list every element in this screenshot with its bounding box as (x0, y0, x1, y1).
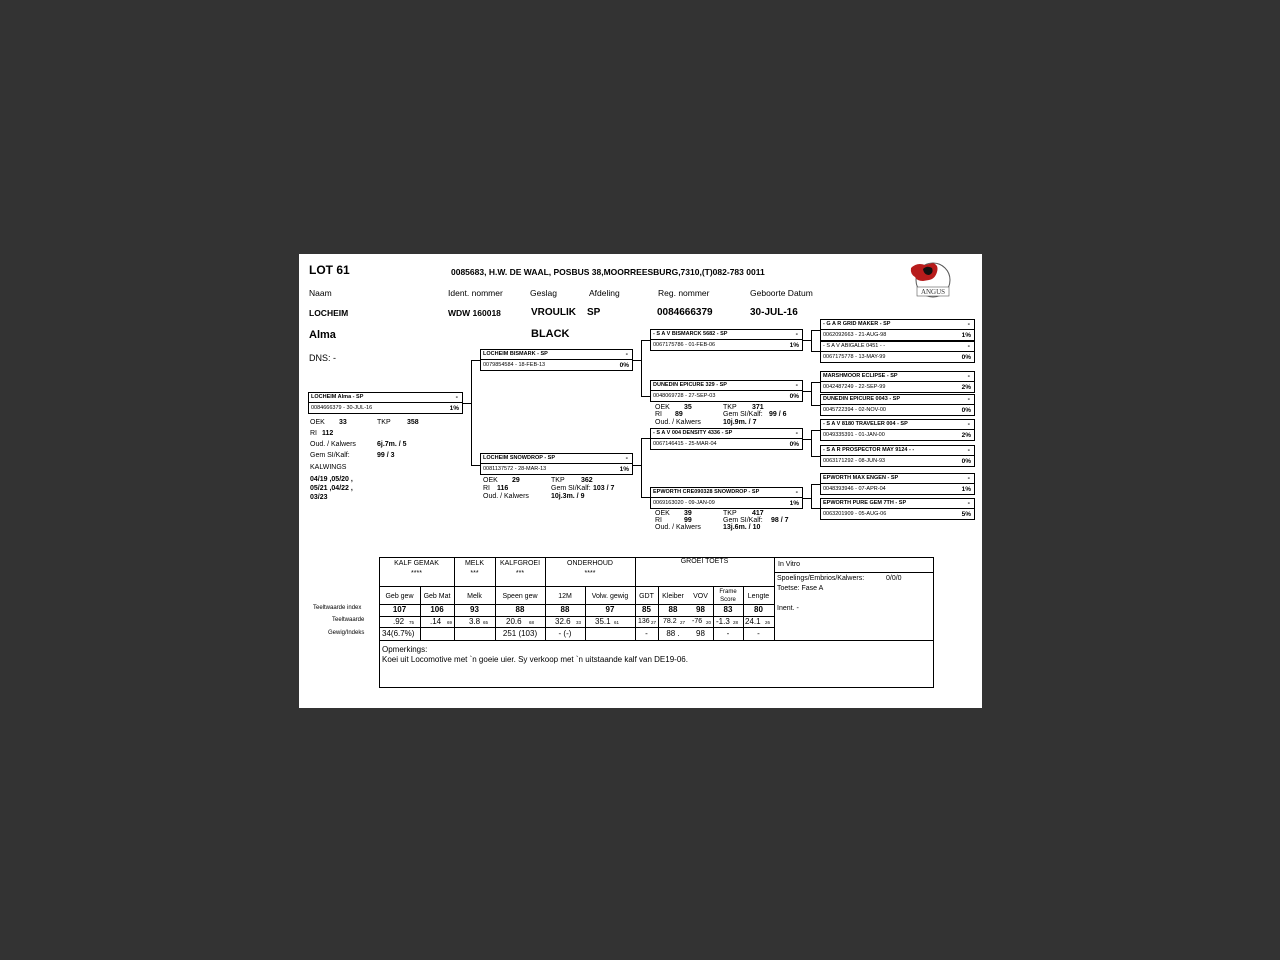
gewig-cell: - (726, 629, 730, 638)
toetse-value: Toetse: Fase A (777, 585, 824, 592)
connector (803, 498, 811, 499)
acc-cell: 69 (447, 620, 453, 625)
g3-pct: 0% (961, 354, 971, 361)
g2-dash: - (795, 489, 798, 496)
acc-cell: 27 (680, 620, 686, 625)
connector (641, 438, 650, 439)
sire-name: LOCHEIM BISMARK - SP (483, 351, 548, 357)
connector (811, 405, 820, 406)
dam-tkp: 362 (581, 477, 593, 484)
remarks-box (379, 641, 934, 688)
g3-pct: 2% (961, 384, 971, 391)
dam-oek-label: OEK (483, 477, 498, 484)
g2-reg: 0067175786 - 01-FEB-06 (653, 342, 716, 348)
g3-dash: - (967, 421, 970, 428)
g2-name: EPWORTH CRE090328 SNOWDROP - SP (653, 489, 760, 495)
connector (471, 465, 480, 466)
index-cell: 88 (515, 605, 525, 614)
g2-pct: 0% (789, 441, 799, 448)
index-cell: 83 (723, 605, 733, 614)
g3-box-7 (820, 473, 975, 495)
dam-box (480, 453, 633, 475)
g3-name: DUNEDIN EPICURE 0043 - SP (823, 396, 901, 402)
col-header: Speen gew (502, 593, 538, 600)
group-title: ONDERHOUD (567, 560, 613, 567)
col-header: Geb Mat (423, 593, 451, 600)
ebv-cell: 3.8 (469, 617, 481, 626)
g2-pct: 1% (789, 500, 799, 507)
index-cell: 80 (754, 605, 763, 614)
pedigree-sheet (299, 254, 982, 708)
subject-oek: 33 (339, 419, 347, 426)
g2-dash: - (795, 331, 798, 338)
index-cell: 106 (430, 605, 444, 614)
g2-name: DUNEDIN EPICURE 329 - SP (653, 382, 727, 388)
g2-box-1 (650, 329, 803, 351)
g2-dash: - (795, 382, 798, 389)
dam-gem-label: Gem SI/Kalf: (551, 485, 591, 492)
sire-box (480, 349, 633, 371)
subject-kalwings-3: 03/23 (310, 494, 328, 501)
label-geboorte: Geboorte Datum (750, 288, 813, 298)
g2-gem: 98 / 7 (771, 517, 789, 524)
dam-tkp-label: TKP (551, 477, 565, 484)
g3-reg: 0048393946 - 07-APR-04 (823, 486, 886, 492)
dam-name: LOCHEIM SNOWDROP - SP (483, 455, 556, 461)
g3-dash: - (967, 396, 970, 403)
acc-cell: 26 (765, 620, 771, 625)
animal-afdeling: SP (587, 307, 601, 318)
gewig-cell: - (-) (558, 629, 572, 638)
remarks-text: Koei uit Locomotive met `n goeie uier. Sy verkoop met `n uitstaande kalf van DE19-06. (382, 655, 688, 664)
remarks-label: Opmerkings: (382, 645, 428, 654)
g3-dash: - (967, 475, 970, 482)
ebv-cell: 24.1 (745, 617, 761, 626)
col-header: Geb gew (385, 593, 414, 600)
connector (641, 396, 650, 397)
g3-reg: 0045722394 - 02-NOV-00 (823, 407, 886, 413)
g2-box-3 (650, 428, 803, 450)
subject-reg: 0084666379 - 30-JUL-16 (311, 405, 373, 411)
col-header: Volw. gewig (591, 593, 629, 600)
g3-dash: - (967, 343, 970, 350)
group-title: KALF GEMAK (394, 560, 439, 567)
in-vitro-label: In Vitro (778, 561, 801, 568)
g2-gem-label: Gem SI/Kalf: (723, 517, 763, 524)
subject-kalwings-2: 05/21 ,04/22 , (310, 485, 353, 492)
subject-ri: 112 (322, 430, 334, 437)
acc-cell: 75 (409, 620, 415, 625)
connector (811, 430, 812, 457)
g3-pct: 0% (961, 458, 971, 465)
ebv-cell: 136 (638, 618, 650, 625)
connector (811, 456, 820, 457)
angus-bull-logo-icon (907, 259, 957, 299)
group-stars: *** (515, 570, 525, 577)
acc-cell: 28 (733, 620, 739, 625)
acc-cell: 20 (706, 620, 712, 625)
g3-box-5 (820, 419, 975, 441)
col-header: 12M (558, 593, 572, 600)
subject-kalwings-1: 04/19 ,05/20 , (310, 476, 353, 483)
subject-kalwings-label: KALWINGS (310, 464, 347, 471)
row-label: Teeltwaarde (332, 617, 365, 623)
connector (471, 360, 472, 466)
g2-tkp-label: TKP (723, 404, 737, 411)
g3-box-8 (820, 498, 975, 520)
index-cell: 97 (605, 605, 615, 614)
connector (803, 439, 811, 440)
acc-cell: 61 (614, 620, 620, 625)
g3-pct: 0% (961, 407, 971, 414)
g3-name: EPWORTH MAX ENGEN - SP (823, 475, 899, 481)
gewig-cell: - (645, 629, 648, 638)
g2-name: - S A V 004 DENSITY 4336 - SP (653, 430, 733, 436)
col-header: Lengte (747, 593, 770, 600)
g3-box-6 (820, 445, 975, 467)
connector (641, 438, 642, 498)
g3-pct: 2% (961, 432, 971, 439)
dam-oud: 10j.3m. / 9 (551, 493, 585, 500)
g2-oud: 13j.6m. / 10 (723, 524, 761, 531)
subject-ri-label: RI (310, 430, 317, 437)
gewig-cell: - (757, 629, 760, 638)
index-cell: 107 (392, 605, 407, 614)
connector (471, 360, 480, 361)
dam-gem: 103 / 7 (593, 485, 615, 492)
animal-prefix: LOCHEIM (309, 308, 349, 318)
g2-oek: 35 (684, 404, 692, 411)
sire-dash: - (625, 351, 628, 358)
g2-oud-label: Oud. / Kalwers (655, 419, 701, 426)
g2-ri: 99 (684, 517, 692, 524)
g2-dash: - (795, 430, 798, 437)
g2-oud-label: Oud. / Kalwers (655, 524, 701, 531)
g3-dash: - (967, 447, 970, 454)
animal-dob: 30-JUL-16 (750, 307, 798, 318)
gewig-cell: 98 (696, 629, 705, 638)
g2-oek-label: OEK (655, 510, 670, 517)
subject-oud-label: Oud. / Kalwers (310, 441, 356, 448)
g3-pct: 1% (961, 332, 971, 339)
connector (811, 351, 820, 352)
col-header: Kleiber (662, 593, 684, 600)
ebv-cell: 78.2 (663, 618, 677, 625)
subject-pct: 1% (449, 405, 459, 412)
g3-name: - G A R GRID MAKER - SP (823, 321, 891, 327)
g3-dash: - (967, 321, 970, 328)
g3-reg: 0063171292 - 08-JUN-93 (823, 458, 886, 464)
animal-reg: 0084666379 (657, 307, 713, 318)
g3-pct: 1% (961, 486, 971, 493)
label-ident: Ident. nommer (448, 288, 503, 298)
dam-dash: - (625, 455, 628, 462)
g3-reg: 0067175778 - 13-MAY-99 (823, 354, 886, 360)
gewig-cell: 88 . (666, 629, 680, 638)
g3-box-2 (820, 341, 975, 363)
animal-color: BLACK (531, 328, 570, 340)
g3-name: - S A V 8180 TRAVELER 004 - SP (823, 421, 908, 427)
acc-cell: 27 (651, 620, 657, 625)
col-header: VOV (693, 593, 708, 600)
dns-status: DNS: - (309, 353, 336, 363)
dam-ri-label: RI (483, 485, 490, 492)
subject-name: LOCHEIM Alma - SP (311, 394, 364, 400)
g3-reg: 0042487249 - 22-SEP-99 (823, 384, 886, 390)
group-stars: *** (470, 570, 479, 577)
group-title: MELK (464, 560, 485, 567)
animal-name: Alma (309, 329, 336, 341)
g3-name: - S A R PROSPECTOR MAY 9124 - - (823, 447, 915, 453)
connector (633, 465, 641, 466)
spoelings-label: Spoelings/Embrios/Kalwers: (777, 575, 865, 582)
g2-pct: 0% (789, 393, 799, 400)
g3-reg: 0049335391 - 01-JAN-00 (823, 432, 885, 438)
index-cell: 93 (470, 605, 479, 614)
animal-ident: WDW 160018 (448, 308, 501, 318)
label-afdeling: Afdeling (589, 288, 620, 298)
group-stars: **** (411, 570, 422, 577)
ebv-cell: -76 (692, 618, 703, 625)
subject-tkp: 358 (407, 419, 419, 426)
dam-reg: 0081137572 - 28-MAR-13 (483, 466, 547, 472)
subject-gem: 99 / 3 (377, 452, 395, 459)
col-header: Frame Score (719, 589, 737, 603)
dam-oek: 29 (512, 477, 520, 484)
connector (463, 403, 471, 404)
g2-name: - S A V BISMARCK 5682 - SP (653, 331, 728, 337)
connector (811, 484, 820, 485)
col-header: Melk (467, 593, 482, 600)
g3-box-4 (820, 394, 975, 416)
g2-ri: 89 (675, 411, 683, 418)
col-header: GDT (639, 593, 654, 600)
group-title: KALFGROEI (499, 560, 541, 567)
g2-reg: 0048069728 - 27-SEP-03 (653, 393, 716, 399)
sire-pct: 0% (619, 362, 629, 369)
connector (633, 360, 641, 361)
g2-gem-label: Gem SI/Kalf: (723, 411, 763, 418)
g2-ri-label: RI (655, 411, 662, 418)
dam-pct: 1% (619, 466, 629, 473)
g3-name: MARSHMOOR ECLIPSE - SP (823, 373, 898, 379)
connector (811, 508, 820, 509)
g3-dash: - (967, 500, 970, 507)
acc-cell: 33 (576, 620, 582, 625)
connector (803, 340, 811, 341)
g3-box-1 (820, 319, 975, 341)
connector (641, 340, 642, 397)
g3-name: EPWORTH PURE GEM 7TH - SP (823, 500, 907, 506)
owner-info: 0085683, H.W. DE WAAL, POSBUS 38,MOORREESBURG,7310,(T)082-783 0011 (451, 267, 765, 277)
gewig-cell: 34(6.7%) (382, 629, 415, 638)
index-cell: 88 (560, 605, 570, 614)
g2-tkp: 417 (752, 510, 764, 517)
g2-pct: 1% (789, 342, 799, 349)
group-stars: **** (584, 570, 596, 577)
g2-box-4 (650, 487, 803, 509)
g3-dash: - (967, 373, 970, 380)
subject-gem-label: Gem SI/Kalf: (310, 452, 350, 459)
ebv-cell: .92 (393, 617, 405, 626)
dam-oud-label: Oud. / Kalwers (483, 493, 529, 500)
ebv-cell: 35.1 (595, 617, 611, 626)
g2-oek: 39 (684, 510, 692, 517)
g3-reg: 0062092663 - 21-AUG-98 (823, 332, 887, 338)
animal-sex: VROULIK (531, 307, 576, 318)
subject-box (308, 392, 463, 414)
subject-dash: - (455, 394, 458, 401)
group-title: GROEI TOETS (680, 558, 729, 565)
ebv-cell: 32.6 (555, 617, 571, 626)
acc-cell: 68 (529, 620, 535, 625)
g2-tkp-label: TKP (723, 510, 737, 517)
connector (811, 484, 812, 509)
g2-reg: 0067146415 - 25-MAR-04 (653, 441, 717, 447)
connector (811, 382, 812, 406)
g2-oud: 10j.9m. / 7 (723, 419, 757, 426)
row-label: Gewig/Indeks (328, 630, 365, 636)
inent-value: Inent. - (777, 605, 799, 612)
gewig-cell: 251 (103) (502, 629, 538, 638)
connector (641, 497, 650, 498)
acc-cell: 65 (483, 620, 489, 625)
label-reg: Reg. nommer (658, 288, 710, 298)
svg-text:ANGUS: ANGUS (920, 288, 946, 296)
g3-pct: 5% (961, 511, 971, 518)
connector (811, 430, 820, 431)
g3-reg: 0063201909 - 05-AUG-06 (823, 511, 887, 517)
g2-ri-label: RI (655, 517, 662, 524)
row-label: Teeltwaarde index (313, 605, 362, 611)
index-cell: 88 (668, 605, 678, 614)
index-cell: 85 (642, 605, 651, 614)
spoelings-value: 0/0/0 (886, 575, 902, 582)
connector (641, 340, 650, 341)
ebv-cell: 20.6 (506, 617, 522, 626)
g2-box-2 (650, 380, 803, 402)
connector (803, 391, 811, 392)
g2-oek-label: OEK (655, 404, 670, 411)
connector (811, 330, 820, 331)
g2-gem: 99 / 6 (769, 411, 787, 418)
dam-ri: 116 (497, 485, 509, 492)
ebv-cell: -1.3 (716, 617, 730, 626)
subject-oek-label: OEK (310, 419, 325, 426)
label-geslag: Geslag (530, 288, 557, 298)
g2-tkp: 371 (752, 404, 764, 411)
g2-reg: 0069163020 - 09-JAN-09 (653, 500, 715, 506)
sire-reg: 0079854584 - 18-FEB-13 (483, 362, 546, 368)
index-cell: 98 (696, 605, 705, 614)
g3-box-3 (820, 371, 975, 393)
g3-name: - S A V ABIGALE 0451 - - (823, 343, 886, 349)
lot-number: LOT 61 (309, 263, 350, 277)
label-naam: Naam (309, 288, 332, 298)
subject-oud: 6j.7m. / 5 (377, 441, 407, 448)
subject-tkp-label: TKP (377, 419, 391, 426)
connector (811, 382, 820, 383)
connector (811, 330, 812, 352)
ebv-cell: .14 (430, 617, 442, 626)
